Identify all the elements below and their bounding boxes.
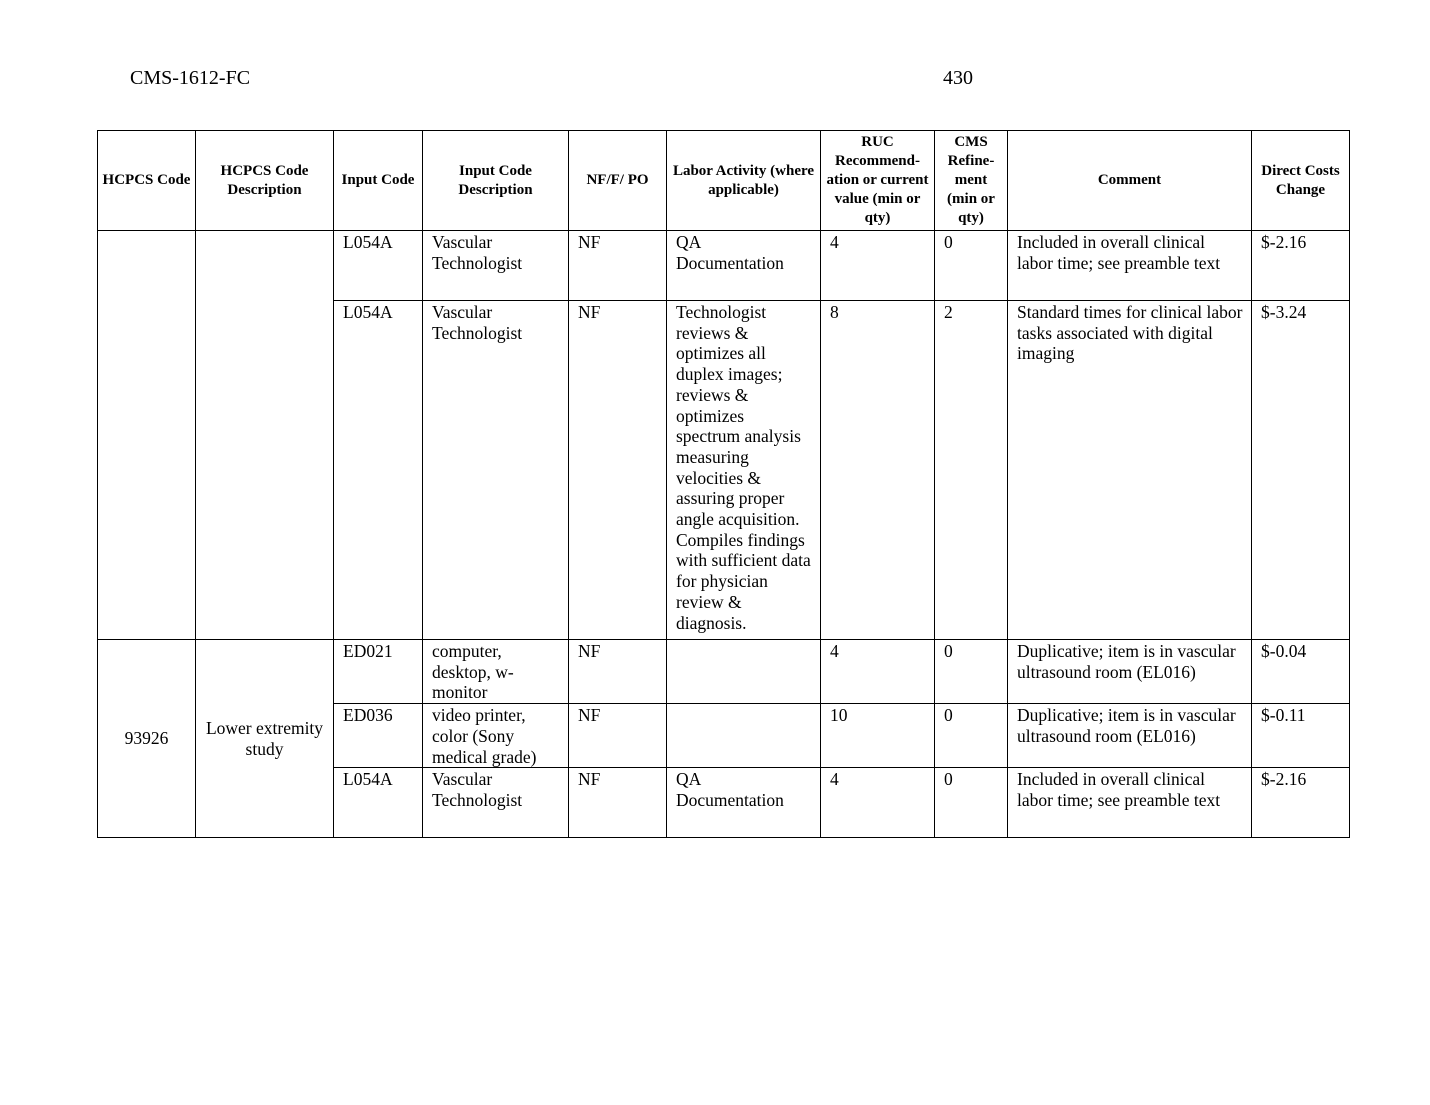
- table-header-row: [98, 131, 1350, 231]
- input-description-cell: Vascular Technologist: [423, 301, 569, 640]
- column-header-labor-activity: Labor Activity (where applicable): [667, 131, 821, 231]
- input-description-cell: Vascular Technologist: [423, 231, 569, 301]
- input-description-cell: video printer, color (Sony medical grade): [423, 704, 569, 768]
- direct-costs-table: [97, 130, 1350, 838]
- direct-costs-cell: $-3.24: [1252, 301, 1350, 640]
- column-header-cms-refinement: CMS Refine-ment (min or qty): [935, 131, 1008, 231]
- labor-activity-cell: Technologist reviews & optimizes all duplex images; reviews & optimizes spectrum analysis measuring velocities & assuring proper angle acquisition. Compiles findings with sufficient data for physician review & diagnosis.: [667, 301, 821, 640]
- column-header-input-code: Input Code: [334, 131, 423, 231]
- cms-refinement-cell: 0: [935, 704, 1008, 768]
- nf-cell: NF: [569, 768, 667, 838]
- document-id: CMS-1612-FC: [130, 67, 251, 89]
- ruc-value-cell: 4: [821, 231, 935, 301]
- nf-cell: NF: [569, 704, 667, 768]
- input-description-cell: Vascular Technologist: [423, 768, 569, 838]
- table-row: [98, 231, 1350, 301]
- hcpcs-code-cell: 93926: [98, 640, 196, 838]
- input-code-cell: ED021: [334, 640, 423, 704]
- hcpcs-description-cell: [196, 231, 334, 640]
- labor-activity-cell: [667, 640, 821, 704]
- ruc-value-cell: 4: [821, 768, 935, 838]
- nf-cell: NF: [569, 301, 667, 640]
- comment-cell: Duplicative; item is in vascular ultrasound room (EL016): [1008, 704, 1252, 768]
- hcpcs-description-cell: Lower extremity study: [196, 640, 334, 838]
- column-header-input-description: Input Code Description: [423, 131, 569, 231]
- cms-refinement-cell: 2: [935, 301, 1008, 640]
- column-header-hcpcs-description: HCPCS Code Description: [196, 131, 334, 231]
- labor-activity-cell: [667, 704, 821, 768]
- column-header-comment: Comment: [1008, 131, 1252, 231]
- direct-costs-cell: $-2.16: [1252, 231, 1350, 301]
- comment-cell: Included in overall clinical labor time; see preamble text: [1008, 231, 1252, 301]
- ruc-value-cell: 8: [821, 301, 935, 640]
- labor-activity-cell: QA Documentation: [667, 231, 821, 301]
- column-header-ruc-recommendation: RUC Recommend-ation or current value (min or qty): [821, 131, 935, 231]
- cms-refinement-cell: 0: [935, 231, 1008, 301]
- table-row: [98, 640, 1350, 704]
- direct-costs-cell: $-0.11: [1252, 704, 1350, 768]
- direct-costs-cell: $-0.04: [1252, 640, 1350, 704]
- hcpcs-code-cell: [98, 231, 196, 640]
- cms-refinement-cell: 0: [935, 768, 1008, 838]
- comment-cell: Standard times for clinical labor tasks associated with digital imaging: [1008, 301, 1252, 640]
- direct-costs-cell: $-2.16: [1252, 768, 1350, 838]
- ruc-value-cell: 4: [821, 640, 935, 704]
- comment-cell: Included in overall clinical labor time; see preamble text: [1008, 768, 1252, 838]
- column-header-nf-f-po: NF/F/ PO: [569, 131, 667, 231]
- column-header-hcpcs-code: HCPCS Code: [98, 131, 196, 231]
- comment-cell: Duplicative; item is in vascular ultrasound room (EL016): [1008, 640, 1252, 704]
- nf-cell: NF: [569, 640, 667, 704]
- cms-refinement-cell: 0: [935, 640, 1008, 704]
- column-header-direct-costs-change: Direct Costs Change: [1252, 131, 1350, 231]
- ruc-value-cell: 10: [821, 704, 935, 768]
- input-description-cell: computer, desktop, w-monitor: [423, 640, 569, 704]
- input-code-cell: L054A: [334, 301, 423, 640]
- input-code-cell: L054A: [334, 231, 423, 301]
- input-code-cell: L054A: [334, 768, 423, 838]
- page-number: 430: [943, 67, 973, 89]
- labor-activity-cell: QA Documentation: [667, 768, 821, 838]
- nf-cell: NF: [569, 231, 667, 301]
- input-code-cell: ED036: [334, 704, 423, 768]
